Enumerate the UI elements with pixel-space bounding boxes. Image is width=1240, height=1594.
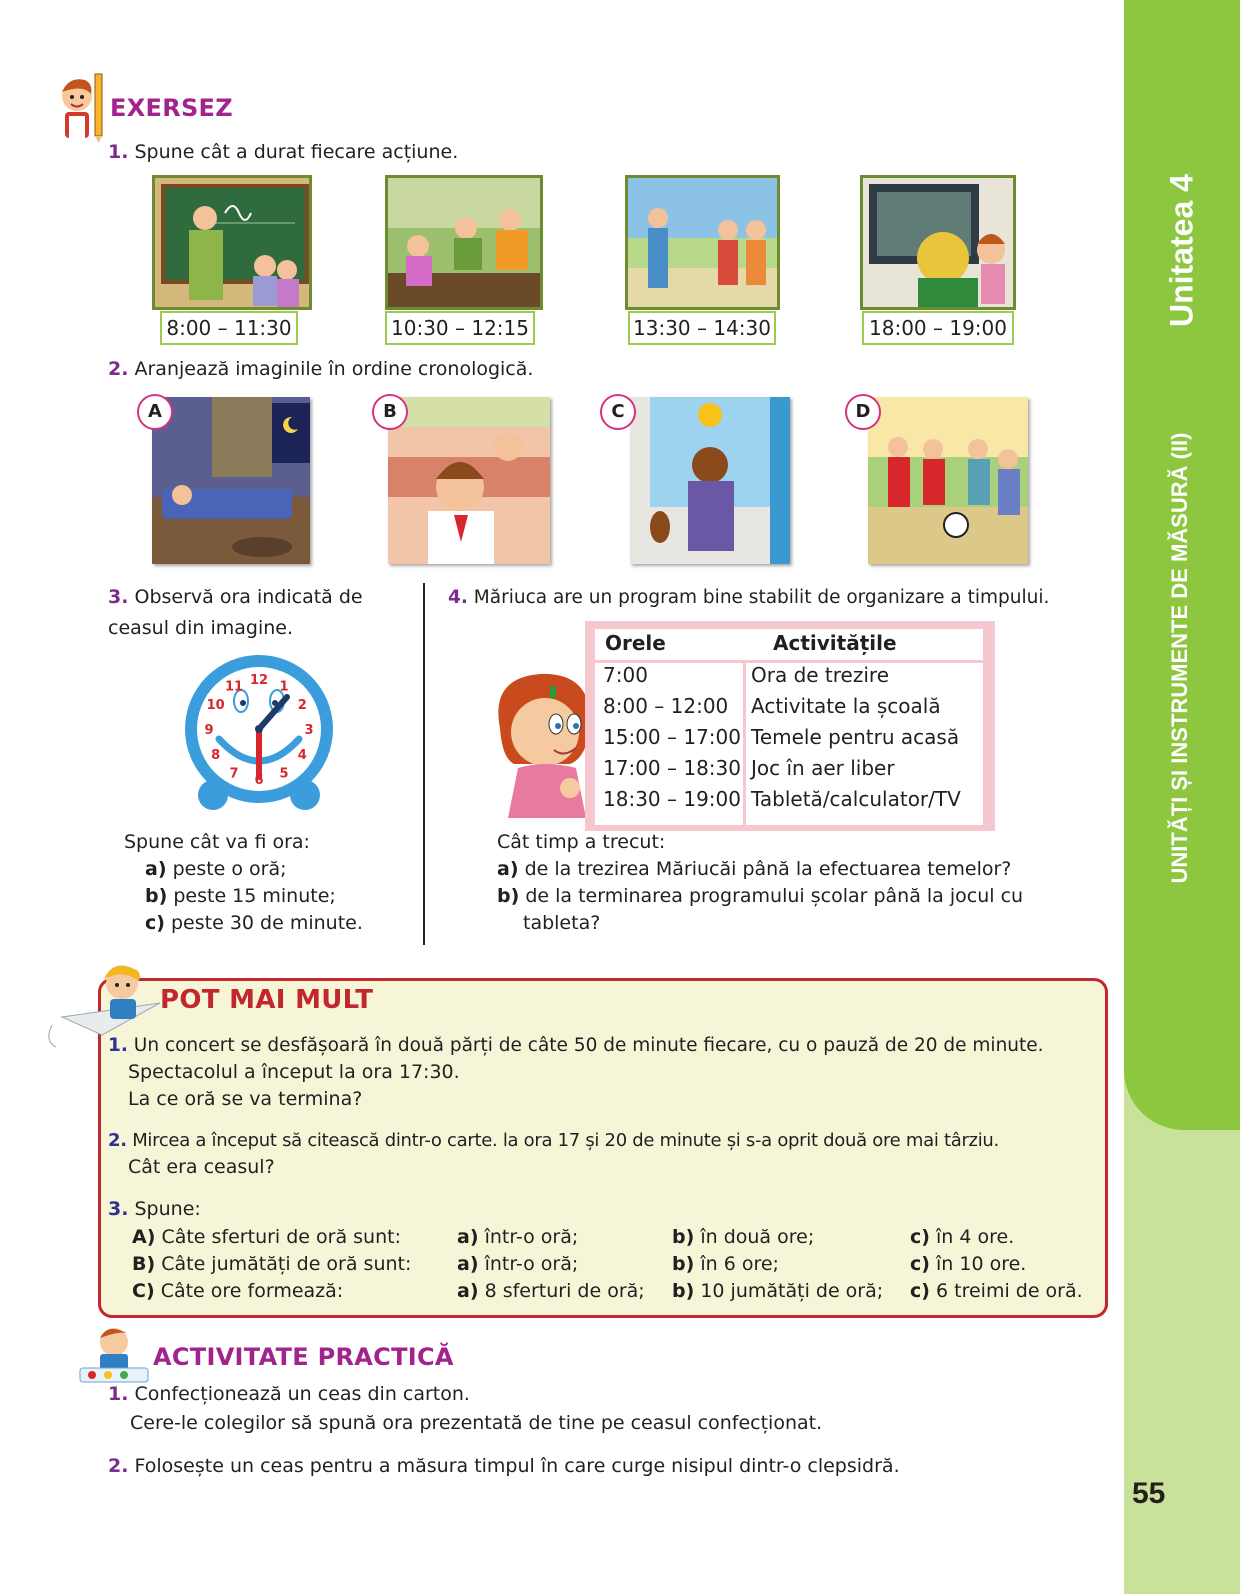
option-label: b) [672, 1280, 695, 1302]
option-text: într-o oră; [484, 1226, 579, 1248]
ex3-item [145, 910, 363, 937]
option-label: a) [457, 1226, 479, 1248]
sleeping-child-picture [152, 397, 310, 564]
ex3-item [145, 856, 287, 883]
exercise-text: Spune cât a durat fiecare acțiune. [134, 141, 459, 163]
option-label: c) [910, 1226, 930, 1248]
exercise-number: 1. [108, 1035, 128, 1056]
item-text: peste o oră; [172, 858, 287, 880]
item-label: a) [497, 858, 519, 880]
option-text: 10 jumătăți de oră; [700, 1280, 884, 1302]
time-box: 18:00 – 19:00 [862, 311, 1014, 345]
activitate-heading: ACTIVITATE PRACTICĂ [153, 1343, 454, 1371]
table-cell: Joc în aer liber [751, 756, 895, 780]
exercise-number: 3. [108, 1198, 129, 1220]
option-text: în 10 ore. [936, 1253, 1027, 1275]
option-label: b) [672, 1226, 695, 1248]
option-text: 6 treimi de oră. [936, 1280, 1083, 1302]
problem-text: Spune: [134, 1198, 201, 1220]
children-park-picture [625, 175, 780, 310]
activity-2 [108, 1453, 900, 1480]
chapter-label [1105, 380, 1240, 940]
football-children-picture [868, 397, 1028, 564]
ex3-item [145, 883, 336, 910]
exercise-number: 2. [108, 358, 129, 380]
option-text: în 6 ore; [700, 1253, 779, 1275]
row-label: C) [132, 1280, 155, 1302]
time-box: 13:30 – 14:30 [628, 311, 776, 345]
row-question: Câte ore formează: [160, 1280, 344, 1302]
child-crafting-mascot-icon [78, 1322, 150, 1384]
row-question: Câte sferturi de oră sunt: [161, 1226, 401, 1248]
option-label: c) [910, 1280, 930, 1302]
alarm-clock [183, 655, 335, 813]
problem-text: Mircea a început să citească dintr-o carte. la ora 17 și 20 de minute și s-a oprit două ore mai târziu. [132, 1130, 999, 1151]
ex4-item-a [497, 856, 1011, 883]
table-row [595, 663, 983, 693]
item-label: a) [145, 858, 167, 880]
alarm-clock-icon [183, 655, 335, 813]
chapter-title: UNITĂȚI ȘI INSTRUMENTE DE MĂSURĂ (II) [1167, 432, 1192, 884]
pmm-problem-2 [108, 1127, 1098, 1181]
clock-number: 8 [211, 748, 221, 763]
activity-text: Cere-le colegilor să spună ora prezentată de tine pe ceasul confecționat. [130, 1412, 823, 1434]
problem-text: Cât era ceasul? [128, 1156, 275, 1178]
exercise-text-line: Observă ora indicată de [134, 586, 363, 608]
unit-title: Unitatea 4 [1163, 174, 1200, 327]
pot-mai-mult-heading: POT MAI MULT [160, 985, 374, 1015]
exercise-3 [108, 584, 408, 642]
clock-number: 2 [297, 698, 307, 713]
activity-text: Folosește un ceas pentru a măsura timpul în care curge nisipul dintr-o clepsidră. [134, 1455, 900, 1477]
exercise-text: Aranjează imaginile în ordine cronologică. [134, 358, 534, 380]
table-cell: 18:30 – 19:00 [603, 787, 741, 811]
table-header-row [595, 631, 983, 661]
clock-number: 7 [229, 766, 239, 782]
option-label: a) [457, 1280, 479, 1302]
garden-children-picture [385, 175, 543, 310]
item-text: de la terminarea programului școlar până la jocul cu [525, 885, 1024, 907]
exercise-text: Măriuca are un program bine stabilit de organizare a timpului. [473, 587, 1050, 608]
table-row [595, 725, 983, 755]
table-cell: 15:00 – 17:00 [603, 725, 741, 749]
item-text: peste 30 de minute. [171, 912, 363, 934]
option-text: într-o oră; [484, 1253, 579, 1275]
table-cell: 8:00 – 12:00 [603, 694, 729, 718]
pmm-row [132, 1224, 1102, 1251]
table-cell: Activitate la școală [751, 694, 941, 718]
problem-text: Un concert se desfășoară în două părți de câte 50 de minute fiecare, cu o pauză de 20 de minute. [133, 1035, 1044, 1056]
row-label: B) [132, 1253, 156, 1275]
schedule-table [585, 621, 995, 831]
option-text: 8 sferturi de oră; [484, 1280, 645, 1302]
ex4-item-b [497, 883, 1023, 910]
table-cell: 17:00 – 18:30 [603, 756, 741, 780]
option-label: c) [910, 1253, 930, 1275]
boy-pencil-mascot-icon [55, 72, 107, 144]
clock-number: 12 [249, 673, 269, 688]
activity-1 [108, 1381, 822, 1437]
option-label: b) [672, 1253, 695, 1275]
clock-number: 11 [224, 679, 244, 695]
option-label: a) [457, 1253, 479, 1275]
ex3-prompt: Spune cât va fi ora: [124, 831, 310, 853]
option-text: în două ore; [700, 1226, 815, 1248]
header-activities: Activitățile [773, 631, 897, 655]
clock-number: 3 [304, 723, 314, 738]
table-cell: Temele pentru acasă [751, 725, 960, 749]
exersez-heading: EXERSEZ [110, 94, 233, 122]
item-label: b) [497, 885, 520, 907]
clock-number: 10 [206, 698, 225, 713]
table-row [595, 787, 983, 817]
clock-number: 6 [254, 773, 264, 788]
item-text: peste 15 minute; [173, 885, 336, 907]
item-text: de la trezirea Măriucăi până la efectuarea temelor? [524, 858, 1012, 880]
exercise-number: 3. [108, 586, 129, 608]
schedule-table-inner [595, 629, 983, 825]
clock-number: 4 [297, 748, 307, 763]
option-text: în 4 ore. [936, 1226, 1015, 1248]
exercise-text-line: ceasul din imagine. [108, 617, 293, 639]
item-label: c) [145, 912, 165, 934]
exercise-number: 2. [108, 1455, 129, 1477]
pmm-problem-3 [108, 1196, 201, 1223]
problem-text: La ce oră se va termina? [128, 1088, 363, 1110]
clock-number: 5 [279, 766, 289, 782]
letter-badge: D [845, 394, 881, 430]
ex4-item-b-cont: tableta? [523, 912, 601, 934]
exercise-1 [108, 139, 458, 166]
exercise-number: 4. [448, 587, 468, 608]
clock-number: 1 [279, 679, 289, 695]
time-box: 8:00 – 11:30 [160, 311, 298, 345]
letter-badge: C [600, 394, 636, 430]
header-hours: Orele [605, 631, 666, 655]
clock-number: 9 [204, 723, 214, 738]
table-row [595, 694, 983, 724]
unit-label [1112, 140, 1240, 380]
pmm-row [132, 1251, 1102, 1278]
activity-text: Confecționează un ceas din carton. [134, 1383, 470, 1405]
ex4-question: Cât timp a trecut: [497, 831, 666, 853]
pmm-problem-1 [108, 1032, 1098, 1113]
exercise-number: 1. [108, 1383, 129, 1405]
exercise-4 [448, 584, 1049, 611]
mariuca-girl-mascot-icon [490, 668, 600, 818]
table-row [595, 756, 983, 786]
page-number: 55 [1132, 1477, 1166, 1510]
morning-window-picture [630, 397, 790, 564]
exercise-2 [108, 356, 533, 383]
teacher-blackboard-picture [152, 175, 312, 310]
exercise-number: 2. [108, 1130, 127, 1151]
row-question: Câte jumătăți de oră sunt: [161, 1253, 412, 1275]
table-cell: 7:00 [603, 663, 648, 687]
column-divider [423, 583, 425, 945]
table-cell: Ora de trezire [751, 663, 890, 687]
item-label: b) [145, 885, 168, 907]
time-box: 10:30 – 12:15 [385, 311, 535, 345]
letter-badge: B [372, 394, 408, 430]
table-cell: Tabletă/calculator/TV [751, 787, 961, 811]
pmm-row [132, 1278, 1102, 1305]
problem-text: Spectacolul a început la ora 17:30. [128, 1061, 460, 1083]
letter-badge: A [137, 394, 173, 430]
row-label: A) [132, 1226, 156, 1248]
exercise-number: 1. [108, 141, 129, 163]
child-computer-picture [860, 175, 1016, 310]
classroom-child-picture [388, 397, 550, 564]
